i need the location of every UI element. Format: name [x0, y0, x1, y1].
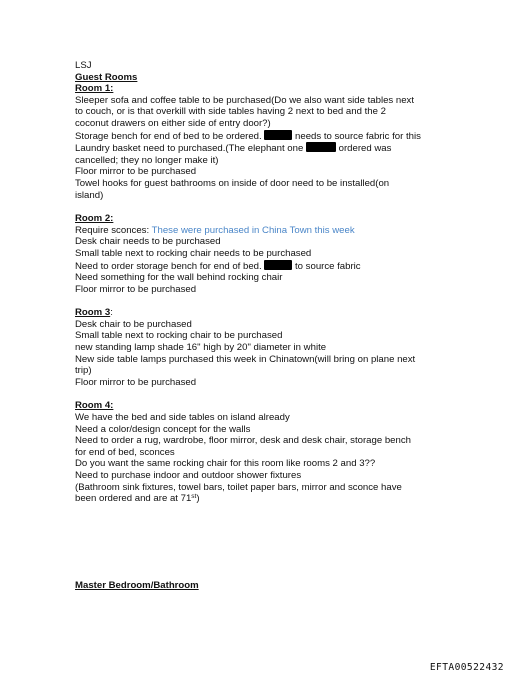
room4-heading: Room 4:	[75, 400, 114, 412]
redaction-box	[264, 260, 292, 270]
room1-line8: Towel hooks for guest bathrooms on inside of door need to be installed(on	[75, 177, 390, 189]
room3-heading: Room 3	[75, 307, 111, 319]
room2-line1-a: Require sconces:	[75, 224, 152, 236]
document-id: EFTA00522432	[429, 662, 504, 673]
room4-line7: (Bathroom sink fixtures, towel bars, toilet paper bars, mirror and sconce have	[75, 481, 402, 493]
room3-line6: Floor mirror to be purchased	[75, 376, 197, 388]
room4-line8-a: been ordered and are at 71	[75, 493, 192, 505]
document-body	[75, 60, 465, 505]
room1-line5-a: Laundry basket need to purchased.(The elephant one	[75, 143, 304, 155]
room2-line1	[75, 225, 465, 237]
room3-heading-line	[75, 307, 465, 319]
room1-line2: to couch, or is that overkill with side tables having 2 next to bed and the 2	[75, 106, 386, 118]
room3-line2: Small table next to rocking chair to be purchased	[75, 330, 283, 342]
room2-line5: Need something for the wall behind rocking chair	[75, 272, 283, 284]
redaction-box	[264, 130, 292, 140]
room1-line4-a: Storage bench for end of bed to be ordered.	[75, 130, 262, 142]
room4-line1: We have the bed and side tables on island already	[75, 412, 290, 424]
room2-line4	[75, 260, 465, 273]
room3-line4: New side table lamps purchased this week in Chinatown(will bring on plane next	[75, 353, 416, 365]
initials: LSJ	[75, 60, 92, 71]
room4-line5: Do you want the same rocking chair for this room like rooms 2 and 3??	[75, 458, 376, 470]
room2-line4-a: Need to order storage bench for end of bed.	[75, 260, 262, 272]
room1-heading: Room 1:	[75, 83, 114, 95]
room2-line3: Small table next to rocking chair needs to be purchased	[75, 247, 312, 259]
master-bedroom-heading: Master Bedroom/Bathroom	[75, 580, 199, 591]
room1-line4-b: needs to source fabric for this	[295, 130, 421, 142]
room1-line4	[75, 130, 465, 143]
room3-line5: trip)	[75, 365, 92, 377]
room2-line4-b: to source fabric	[295, 260, 361, 272]
room1-line9: island)	[75, 189, 104, 201]
room4-line6: Need to purchase indoor and outdoor shower fixtures	[75, 470, 302, 481]
room1-line6: cancelled; they no longer make it)	[75, 154, 219, 166]
room3-heading-colon: :	[110, 307, 113, 319]
room4-line3: Need to order a rug, wardrobe, floor mirror, desk and desk chair, storage bench	[75, 435, 411, 447]
room4-line8-b: )	[196, 493, 200, 505]
section-title: Guest Rooms	[75, 71, 138, 83]
room1-line7: Floor mirror to be purchased	[75, 166, 197, 178]
room1-line3: coconut drawers on either side of entry door?)	[75, 117, 271, 129]
room2-heading: Room 2:	[75, 213, 114, 225]
room2-line1-note: These were purchased in China Town this week	[151, 224, 355, 236]
room1-line5	[75, 142, 465, 155]
room3-line3: new standing lamp shade 16" high by 20" diameter in white	[75, 342, 327, 354]
redaction-box	[306, 142, 336, 152]
room2-line2: Desk chair needs to be purchased	[75, 236, 221, 248]
room4-line4: for end of bed, sconces	[75, 446, 175, 458]
room4-line8	[75, 493, 465, 505]
room4-line8-sup: st	[191, 493, 197, 501]
room3-line1: Desk chair to be purchased	[75, 318, 192, 330]
room1-line5-b: ordered was	[338, 143, 392, 155]
room2-line6: Floor mirror to be purchased	[75, 283, 197, 295]
room4-line2: Need a color/design concept for the walls	[75, 423, 251, 435]
room1-line1: Sleeper sofa and coffee table to be purchased(Do we also want side tables next	[75, 94, 415, 106]
